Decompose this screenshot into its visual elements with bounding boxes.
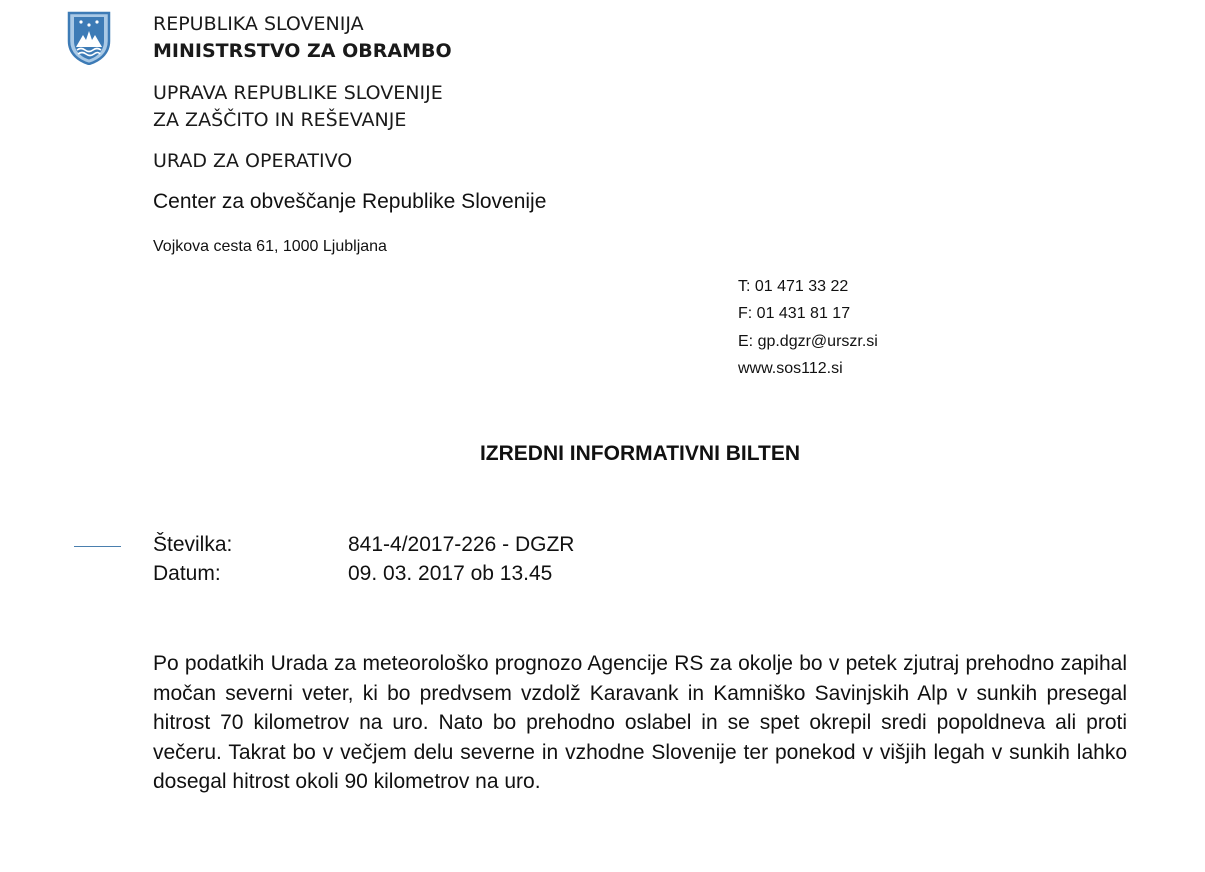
administration-name-line2: ZA ZAŠČITO IN REŠEVANJE — [153, 109, 407, 131]
date-value: 09. 03. 2017 ob 13.45 — [348, 562, 553, 585]
contact-phone: T: 01 471 33 22 — [738, 278, 849, 295]
center-name: Center za obveščanje Republike Slovenije — [153, 190, 547, 213]
contact-email: E: gp.dgzr@urszr.si — [738, 333, 878, 350]
bulletin-body: Po podatkih Urada za meteorološko prognozo Agencije RS za okolje bo v petek zjutraj prehodno zapihal močan severni veter, ki bo predvsem vzdolž Karavank in Kamniško Savinjskih Alp v sunkih presegal hitrost 70 kilometrov na uro. Nato bo prehodno oslabel in se spet okrepil sredi popoldneva ali proti večeru. Takrat bo v večjem delu severne in vzhodne Slovenije ter ponekod v višjih legah v sunkih lahko dosegal hitrost okoli 90 kilometrov na uro. — [153, 652, 1127, 793]
number-label: Številka: — [153, 533, 233, 556]
administration-name-line1: UPRAVA REPUBLIKE SLOVENIJE — [153, 82, 443, 104]
ministry-name: MINISTRSTVO ZA OBRAMBO — [153, 40, 452, 62]
office-name: URAD ZA OPERATIVO — [153, 150, 353, 172]
address: Vojkova cesta 61, 1000 Ljubljana — [153, 238, 387, 255]
contact-web: www.sos112.si — [738, 360, 843, 377]
number-value: 841-4/2017-226 - DGZR — [348, 533, 575, 556]
date-label: Datum: — [153, 562, 221, 585]
margin-rule — [74, 546, 121, 547]
coat-of-arms-icon — [66, 11, 112, 65]
country-name: REPUBLIKA SLOVENIJA — [153, 13, 364, 35]
document-title: IZREDNI INFORMATIVNI BILTEN — [479, 442, 801, 465]
contact-fax: F: 01 431 81 17 — [738, 305, 851, 322]
